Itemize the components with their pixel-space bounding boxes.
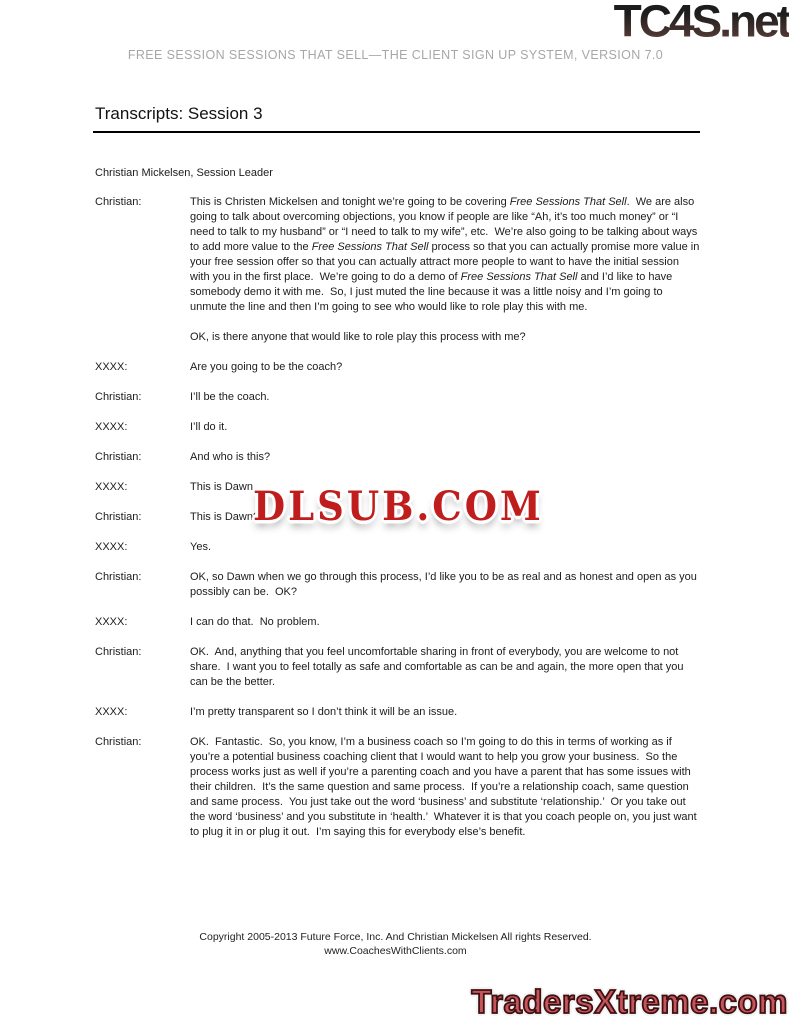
- speech-text: I’ll be the coach.: [190, 391, 270, 403]
- running-header: FREE SESSION SESSIONS THAT SELL—THE CLIENT SIGN UP SYSTEM, VERSION 7.0: [127, 48, 664, 62]
- transcript-row: [93, 420, 700, 450]
- page-footer: [0, 931, 791, 958]
- transcript-row: [93, 705, 700, 735]
- speaker-label: XXXX:: [95, 541, 128, 553]
- speaker-label: Christian:: [95, 511, 142, 523]
- speech-text: I can do that. No problem.: [190, 616, 320, 628]
- transcript-row: [93, 645, 700, 705]
- speech-text: I’ll do it.: [190, 421, 228, 433]
- speaker-label: XXXX:: [95, 421, 128, 433]
- speaker-label: Christian:: [95, 196, 142, 208]
- dlsub-watermark: DLSUB.COM: [253, 482, 544, 530]
- speech-text: I’m pretty transparent so I don’t think it will be an issue.: [190, 706, 458, 718]
- speaker-label: XXXX:: [95, 616, 128, 628]
- transcript-row: [93, 570, 700, 615]
- speaker-label: XXXX:: [95, 481, 128, 493]
- speech-text: This is Dawn: [190, 481, 253, 493]
- transcript-row: [93, 540, 700, 570]
- speech-text: Yes.: [190, 541, 212, 553]
- transcript-row: [93, 360, 700, 390]
- speaker-label: Christian:: [95, 736, 142, 748]
- speech-text: OK. Fantastic. So, you know, I’m a business coach so I’m going to do this in terms of working as if you’re a potential business coaching client that I would want to help you grow your business. So the process works just as well if you’re a parenting coach and you have a parent that has some issues with their children. It’s the same question and same process. If you’re a relationship coach, same question and same process. You just take out the word ‘business’ and substitute ‘relationship.’ Or you take out the word ‘business’ and you substitute in ‘health.’ Whatever it is that you coach people on, you just want to plug it in or plug it out. I’m saying this for everybody else’s benefit.: [190, 736, 700, 838]
- speaker-label: Christian:: [95, 571, 142, 583]
- page-title: Transcripts: Session 3: [93, 100, 700, 133]
- speech-text: And who is this?: [190, 451, 271, 463]
- speech-text: This is Christen Mickelsen and tonight we’re going to be covering Free Sessions That Sell. We are also going to talk about overcoming objections, you know if people are like “Ah, it’s too much money” or “I need to talk to my husband” or “I need to talk to my wife”, etc. We’re also going to be talking about ways to add more value to the Free Sessions That Sell process so that you can actually promise more value in your free session offer so that you can actually attract more people to want to have the initial session with you in the first place. We’re going to do a demo of Free Sessions That Sell and I’d like to have somebody demo it with me. So, I just muted the line because it was a little noisy and I’m going to unmute the line and then I’m going to see who would like to role play this with me. OK, is there anyone that would like to role play this process with me?: [190, 196, 703, 343]
- transcript-row: [93, 390, 700, 420]
- tc4s-logo: TC4S.net: [614, 0, 789, 47]
- speaker-label: Christian:: [95, 391, 142, 403]
- transcript-row: [93, 195, 703, 360]
- speech-text: Are you going to be the coach?: [190, 361, 343, 373]
- speaker-label: Christian:: [95, 451, 142, 463]
- copyright-text: Copyright 2005-2013 Future Force, Inc. And Christian Mickelsen All rights Reserved.: [199, 931, 592, 943]
- speech-text: OK, so Dawn when we go through this process, I’d like you to be as real and as honest and open as you possibly can be. OK?: [190, 571, 700, 598]
- speaker-label: Christian:: [95, 646, 142, 658]
- transcript-row: [93, 735, 700, 855]
- speech-text: This is Dawn?: [190, 511, 260, 523]
- speech-text: OK. And, anything that you feel uncomfortable sharing in front of everybody, you are welcome to not share. I want you to feel totally as safe and comfortable as can be and again, the more open that you can be the better.: [190, 646, 687, 688]
- transcript-row: [93, 615, 700, 645]
- speaker-label: XXXX:: [95, 361, 128, 373]
- transcript-row: [93, 450, 700, 480]
- website-url: www.CoachesWithClients.com: [324, 944, 467, 957]
- speaker-label: XXXX:: [95, 706, 128, 718]
- tradersxtreme-watermark: TradersXtreme.com: [471, 983, 788, 1020]
- session-leader-line: Christian Mickelsen, Session Leader: [95, 167, 273, 179]
